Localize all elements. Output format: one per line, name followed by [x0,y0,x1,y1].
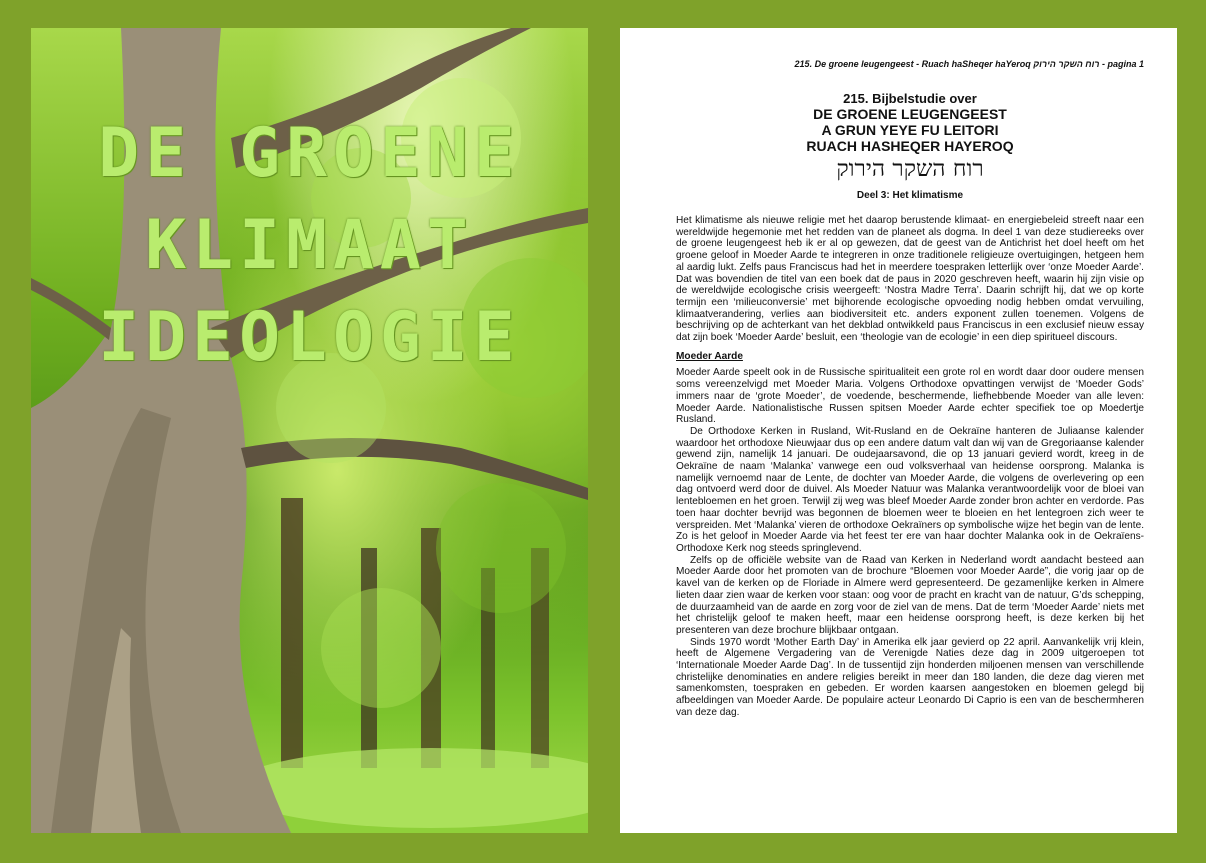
heading-study-number: 215. Bijbelstudie over [843,91,977,106]
section-title: Moeder Aarde [676,350,743,362]
cover-title-line: DE GROENE [98,114,521,193]
document-page [620,28,1177,833]
body-paragraph: Sinds 1970 wordt ‘Mother Earth Day’ in Amerika elk jaar gevierd op 22 april. Aanvankelijk vrij klein, heeft de Algemene Vergadering van de Verenigde Naties deze dag in 2009 uitgeroepen tot ‘Internationale Moeder Aarde Dag’. In de tussentijd zijn honderden miljoenen mensen van verschillende christelijke denominaties en andere religies bereikt in meer dan 180 landen, die deze dag vieren met samenkomsten, toespraken en gebeden. Er worden kaarsen aangestoken en bloemen gelegd bij afbeeldingen van Moeder Aarde. De populaire acteur Leonardo Di Caprio is een van de beschermheren van deze dag. [676,636,1144,718]
body-paragraph: Moeder Aarde speelt ook in de Russische spiritualiteit een grote rol en wordt daar door oudere mensen soms vereenzelvigd met Moeder Maria. Volgens Orthodoxe opvattingen verwijst de ‘Moeder Gods’ immers naar de ‘grote Moeder’, de voedende, beschermende, liefhebbende Moeder van alle leven: Moeder Aarde. Nationalistische Russen spitsen Moeder Aarde echter specifiek toe op Moedertje Rusland. [676,367,1144,426]
intro-paragraph: Het klimatisme als nieuwe religie met het daarop berustende klimaat- en energiebeleid streeft naar een wereldwijde hegemonie met het redden van de planeet als dogma. In deel 1 van deze studiereeks over de groene leugengeest heb ik er al op gewezen, dat de geest van de Antichrist het doel heeft om het groene geloof in Moeder Aarde te integreren in onze traditionele religieuze overtuigingen, hetgeen hem al aardig lukt. Zelfs paus Franciscus had het in meerdere toespraken letterlijk over ‘onze Moeder Aarde’. Dat was bovendien de titel van een boek dat de paus in 2020 geschreven heeft, waarin hij zijn visie op de wereldwijde ecologische crisis weergeeft: ‘Nostra Madre Terra’. Daarin schrijft hij, dat we op korte termijn een ‘milieuconversie’ met bijhorende ecologische opvoeding nodig hebben omdat vervuiling, klimaatverandering, verlies aan biodiversiteit etc. anders exponent zullen toenemen. Volgens de beschrijving op de achterkant van het dekblad ontwikkeld paus Franciscus in een exclusief nieuw essay dat zijn boek ‘Moeder Aarde’ besluit, een ‘theologie van de ecologie’ in een diep spiritueel discours. [676,215,1144,344]
document-body [676,215,1144,719]
document-heading [676,91,1144,184]
running-header: 215. De groene leugengeest - Ruach haSheqer haYeroq רוח השקר הירוק - pagina 1 [794,59,1144,69]
cover-title-line: KLIMAAT [145,206,474,285]
body-paragraph: De Orthodoxe Kerken in Rusland, Wit-Rusland en de Oekraïne hanteren de Juliaanse kalender waardoor het orthodoxe Nieuwjaar dus op een andere datum valt dan wij van de Gregoriaanse kalender gewend zijn, namelijk 14 januari. De oudejaarsavond, die op 13 januari gevierd wordt, kreeg in de Oekraïne de naam ‘Malanka’ vanwege een oud volksverhaal van heidense oorsprong. Malanka is namelijk vernoemd naar de Lente, de dochter van Moeder Aarde, die volgens de overlevering op een dag ontvoerd werd door de duivel. Als Moeder Natuur was Malanka verantwoordelijk voor de bloei van lentebloemen en het groen. Terwijl zij weg was bleef Moeder Aarde zonder bron achter en verdorde. Pas toen haar dochter bevrijd was begonnen de bloemen weer te bloeien en het lentegroen zich weer te verspreiden. Met ‘Malanka’ vieren de orthodoxe Oekraïners op symbolische wijze het begin van de lente. Zo is het geloof in Moeder Aarde via het feest ter ere van haar dochter Malanka ook in de Oekraïens-Orthodoxe Kerk nog steeds springlevend. [676,425,1144,554]
cover-title-line: IDEOLOGIE [98,298,521,377]
part-title: Deel 3: Het klimatisme [856,190,964,201]
cover-image [31,28,588,833]
heading-title: DE GROENE LEUGENGEEST [813,106,1007,122]
heading-sranan-title: A GRUN YEYE FU LEITORI [821,122,999,138]
heading-transliteration: RUACH HASHEQER HAYEROQ [806,138,1014,154]
body-paragraph: Zelfs op de officiële website van de Raad van Kerken in Nederland wordt aandacht besteed aan Moeder Aarde door het promoten van de brochure “Bloemen voor Moeder Aarde”, die vorig jaar op de kavel van de kerken op de Floriade in Almere werd gepresenteerd. De gezamenlijke kerken in Almere lieten daar zien waar de kerken voor staan: oog voor de pracht en kracht van de natuur, G’ds schepping, de duurzaamheid van de aarde en zorg voor de ziel van de mens. Dat de term ‘Moeder Aarde’ niets met het christelijk geloof te maken heeft, maar een heidense oorsprong heeft, is deze kerken bij het presenteren van deze brochure blijkbaar ontgaan. [676,554,1144,636]
heading-hebrew: רוח השקר הירוק [836,156,984,182]
cover-title [31,108,588,384]
